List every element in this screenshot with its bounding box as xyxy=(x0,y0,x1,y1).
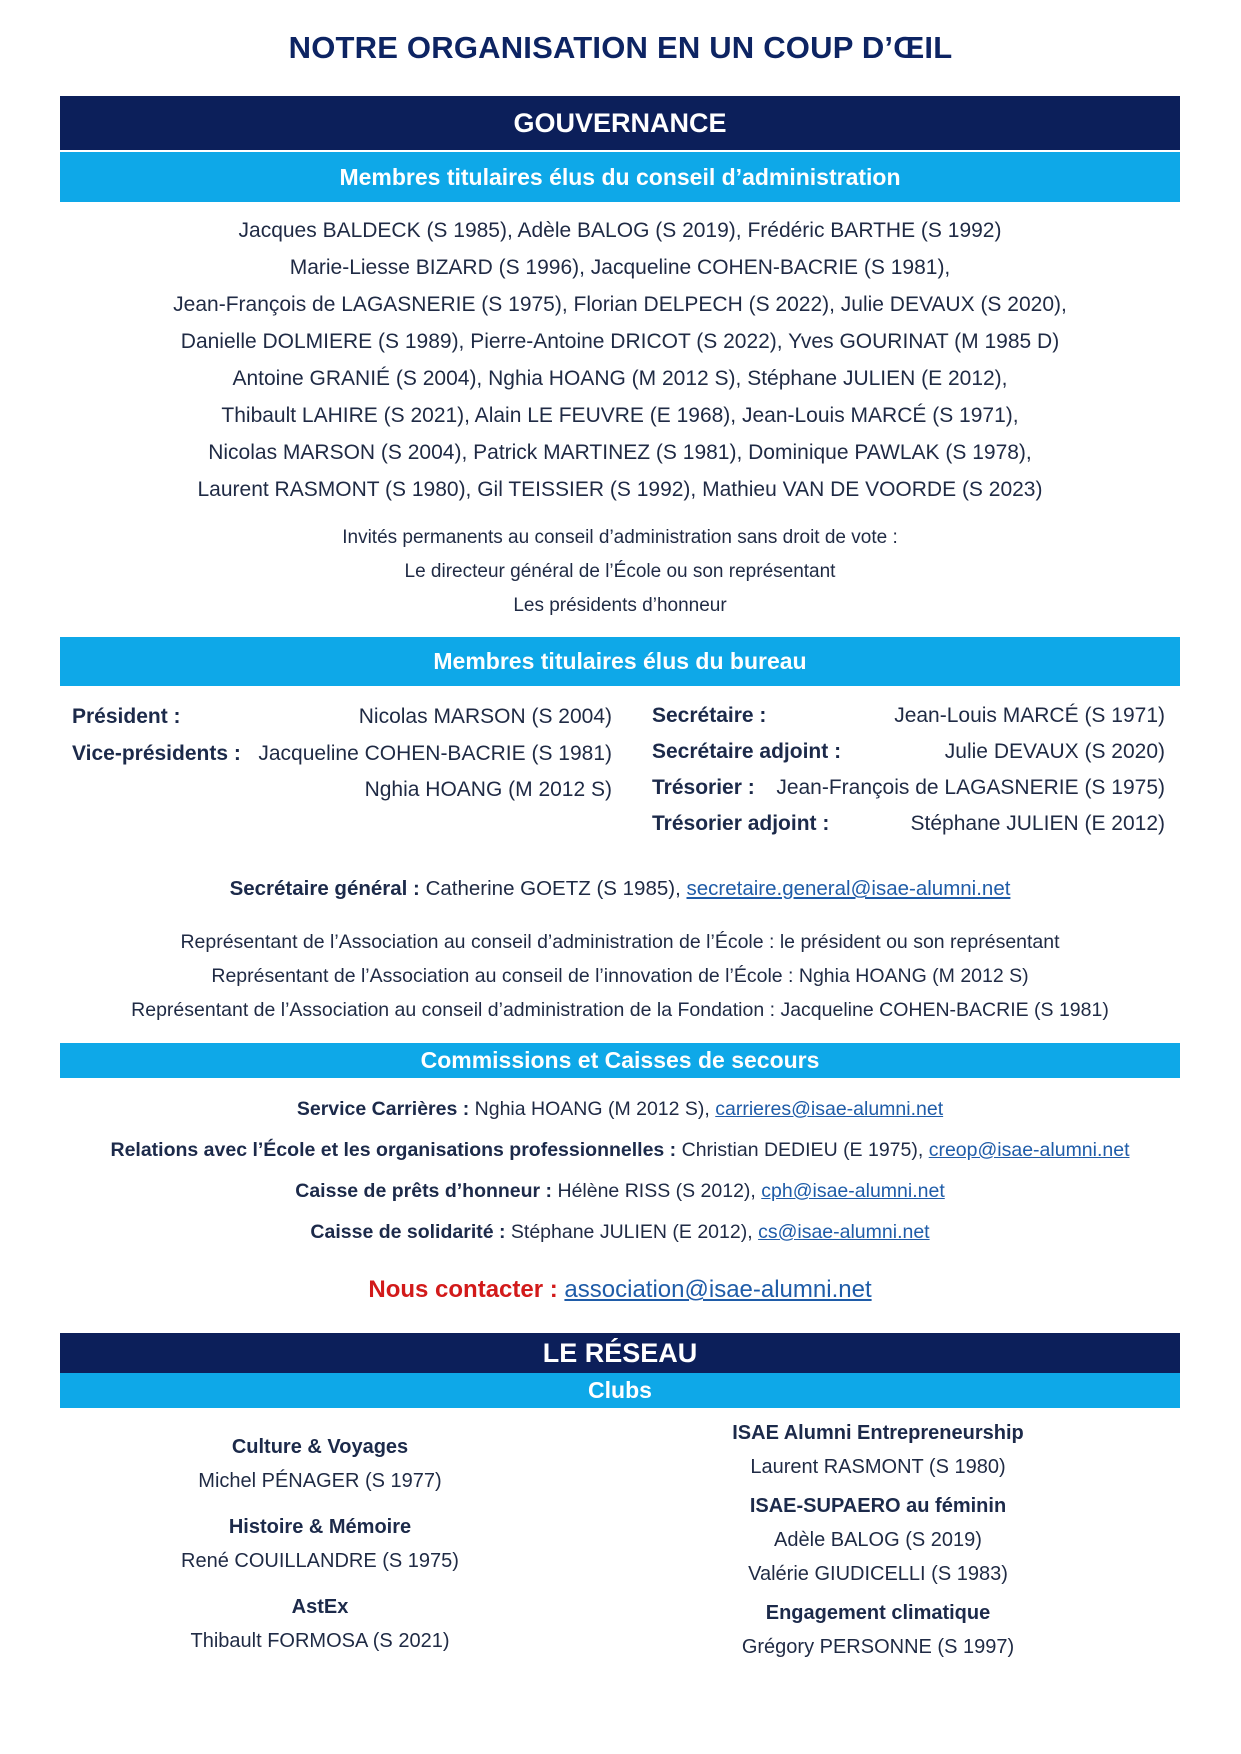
commission-label: Caisse de prêts d’honneur : xyxy=(295,1180,553,1202)
conseil-members-line: Laurent RASMONT (S 1980), Gil TEISSIER (S 1992), Mathieu VAN DE VOORDE (S 2023) xyxy=(197,478,1043,501)
secretaire-general-label: Secrétaire général : xyxy=(229,877,420,900)
bureau-label: Secrétaire adjoint : xyxy=(652,740,842,763)
commission-email-link[interactable]: carrieres@isae-alumni.net xyxy=(715,1098,944,1120)
conseil-invites xyxy=(60,521,1180,623)
bureau-value: Nghia HOANG (M 2012 S) xyxy=(364,778,612,801)
conseil-members-line: Marie-Liesse BIZARD (S 1996), Jacqueline COHEN-BACRIE (S 1981), xyxy=(289,256,951,279)
commission-email-link[interactable]: cph@isae-alumni.net xyxy=(761,1180,945,1202)
commission-item xyxy=(60,1089,1180,1130)
subheader-bureau: Membres titulaires élus du bureau xyxy=(60,637,1180,686)
representant-line: Représentant de l’Association au conseil d’administration de la Fondation : Jacqueline COHEN-BACRIE (S 1981) xyxy=(131,999,1109,1021)
bureau-label: Trésorier : xyxy=(652,776,755,799)
bureau-value: Jean-Louis MARCÉ (S 1971) xyxy=(894,704,1165,727)
commission-label: Service Carrières : xyxy=(296,1098,470,1120)
bureau-row-tresorier xyxy=(652,770,1165,806)
conseil-members-line: Danielle DOLMIERE (S 1989), Pierre-Antoine DRICOT (S 2022), Yves GOURINAT (M 1985 D) xyxy=(180,330,1060,353)
club-person: Laurent RASMONT (S 1980) xyxy=(750,1456,1006,1478)
page-title: NOTRE ORGANISATION EN UN COUP D’ŒIL xyxy=(288,30,953,65)
bureau-row-vice-presidents xyxy=(72,736,612,772)
secretaire-general-line xyxy=(60,871,1180,907)
club-name: AstEx xyxy=(291,1596,349,1618)
bureau-value: Jacqueline COHEN-BACRIE (S 1981) xyxy=(258,742,612,765)
club-person: Valérie GIUDICELLI (S 1983) xyxy=(748,1563,1008,1585)
invites-line: Invités permanents au conseil d’administration sans droit de vote : xyxy=(342,527,898,548)
club-person: René COUILLANDRE (S 1975) xyxy=(181,1550,459,1572)
representants-list xyxy=(60,925,1180,1027)
invites-line: Les présidents d’honneur xyxy=(513,595,727,616)
section-header-reseau: LE RÉSEAU xyxy=(60,1333,1180,1373)
club-person: Adèle BALOG (S 2019) xyxy=(774,1529,982,1551)
bureau-value: Nicolas MARSON (S 2004) xyxy=(358,705,612,728)
invites-line: Le directeur général de l’École ou son représentant xyxy=(404,561,836,582)
subheader-conseil: Membres titulaires élus du conseil d’administration xyxy=(60,152,1180,202)
commission-person: Nghia HOANG (M 2012 S), xyxy=(474,1098,710,1120)
commission-item xyxy=(60,1212,1180,1253)
bureau-value: Jean-François de LAGASNERIE (S 1975) xyxy=(776,776,1165,799)
clubs-right-column xyxy=(668,1416,1088,1664)
club-person: Michel PÉNAGER (S 1977) xyxy=(198,1470,442,1492)
commission-label: Caisse de solidarité : xyxy=(310,1221,506,1243)
commission-label: Relations avec l’École et les organisations professionnelles : xyxy=(110,1139,677,1161)
contact-email-link[interactable]: association@isae-alumni.net xyxy=(564,1276,872,1303)
secretaire-general-email-link[interactable]: secretaire.general@isae-alumni.net xyxy=(686,877,1011,900)
commission-person: Christian DEDIEU (E 1975), xyxy=(681,1139,924,1161)
club-name: Culture & Voyages xyxy=(231,1436,409,1458)
club-name: ISAE Alumni Entrepreneurship xyxy=(732,1422,1024,1444)
bureau-label: Vice-présidents : xyxy=(72,742,241,765)
clubs-left-column xyxy=(110,1430,530,1658)
bureau-row-secretaire xyxy=(652,698,1165,734)
commissions-list xyxy=(60,1089,1180,1253)
club-name: ISAE-SUPAERO au féminin xyxy=(749,1495,1007,1517)
club-person: Thibault FORMOSA (S 2021) xyxy=(190,1630,450,1652)
representant-line: Représentant de l’Association au conseil d’administration de l’École : le président ou son représentant xyxy=(180,931,1060,953)
commission-item xyxy=(60,1130,1180,1171)
commission-item xyxy=(60,1171,1180,1212)
secretaire-general-name: Catherine GOETZ (S 1985), xyxy=(425,877,681,900)
bureau-label: Secrétaire : xyxy=(652,704,767,727)
conseil-members-line: Nicolas MARSON (S 2004), Patrick MARTINEZ (S 1981), Dominique PAWLAK (S 1978), xyxy=(208,441,1032,464)
conseil-members-list xyxy=(60,212,1180,508)
bureau-row-secretaire-adjoint xyxy=(652,734,1165,770)
bureau-label: Président : xyxy=(72,705,181,728)
conseil-members-line: Thibault LAHIRE (S 2021), Alain LE FEUVRE (E 1968), Jean-Louis MARCÉ (S 1971), xyxy=(221,404,1019,427)
commission-person: Hélène RISS (S 2012), xyxy=(557,1180,756,1202)
bureau-row-vice-presidents-2 xyxy=(72,772,612,808)
conseil-members-line: Antoine GRANIÉ (S 2004), Nghia HOANG (M 2012 S), Stéphane JULIEN (E 2012), xyxy=(232,367,1008,390)
contact-label: Nous contacter : xyxy=(368,1276,558,1303)
club-name: Engagement climatique xyxy=(765,1602,991,1624)
conseil-members-line: Jean-François de LAGASNERIE (S 1975), Florian DELPECH (S 2022), Julie DEVAUX (S 2020), xyxy=(173,293,1067,316)
club-person: Grégory PERSONNE (S 1997) xyxy=(741,1636,1015,1658)
contact-line xyxy=(60,1276,1180,1304)
club-name: Histoire & Mémoire xyxy=(228,1516,412,1538)
conseil-members-line: Jacques BALDECK (S 1985), Adèle BALOG (S 2019), Frédéric BARTHE (S 1992) xyxy=(238,219,1002,242)
commission-email-link[interactable]: cs@isae-alumni.net xyxy=(758,1221,930,1243)
bureau-label: Trésorier adjoint : xyxy=(652,812,830,835)
bureau-value: Stéphane JULIEN (E 2012) xyxy=(910,812,1165,835)
commission-person: Stéphane JULIEN (E 2012), xyxy=(510,1221,753,1243)
bureau-row-president xyxy=(72,699,612,735)
section-header-gouvernance: GOUVERNANCE xyxy=(60,96,1180,150)
bureau-value: Julie DEVAUX (S 2020) xyxy=(944,740,1165,763)
subheader-clubs: Clubs xyxy=(60,1373,1180,1408)
commission-email-link[interactable]: creop@isae-alumni.net xyxy=(928,1139,1130,1161)
subheader-commissions: Commissions et Caisses de secours xyxy=(60,1043,1180,1078)
bureau-row-tresorier-adjoint xyxy=(652,806,1165,842)
representant-line: Représentant de l’Association au conseil de l’innovation de l’École : Nghia HOANG (M 2012 S) xyxy=(211,965,1029,987)
